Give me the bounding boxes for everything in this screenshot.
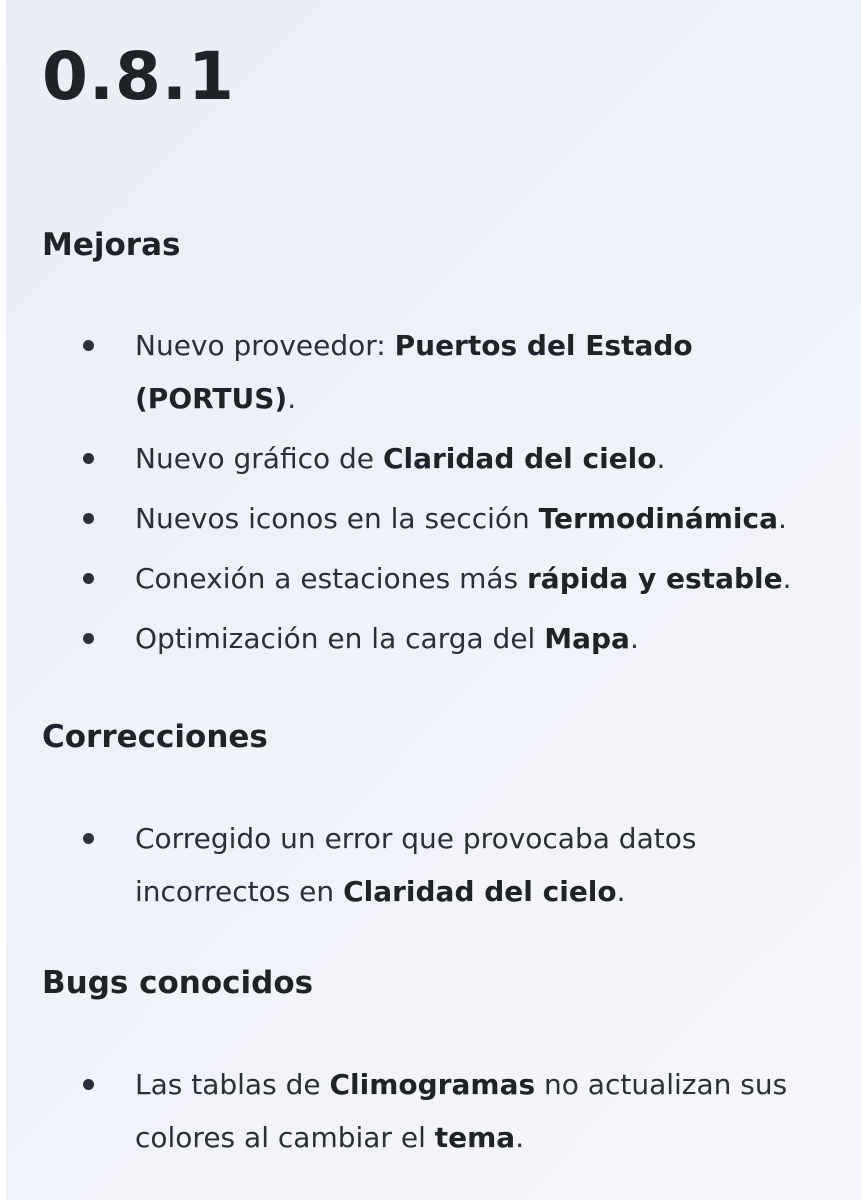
item-text: . [777,502,787,535]
item-bold: rápida y estable [527,562,783,595]
section-title-mejoras: Mejoras [42,227,181,263]
item-text: . [629,622,639,655]
bullet-icon [83,1079,94,1090]
list-item [6,1058,861,1164]
release-notes-card [6,0,861,1200]
bullet-icon [83,513,94,524]
item-text: Nuevo gráfico de [135,442,383,475]
mejoras-list [6,319,861,672]
item-bold: Climogramas [329,1068,536,1101]
item-bold: Termodinámica [538,502,778,535]
item-text: Las tablas de [135,1068,330,1101]
item-text: . [656,442,666,475]
item-bold: Puertos del Estado (PORTUS) [135,329,693,415]
item-text: . [616,875,626,908]
item-bold: tema [434,1121,516,1154]
version-title: 0.8.1 [42,38,235,115]
item-text: . [515,1121,525,1154]
correcciones-list [6,812,861,925]
list-item [6,812,861,918]
list-item [6,492,861,545]
bullet-icon [83,833,94,844]
item-bold: Claridad del cielo [343,875,617,908]
item-text: no actualizan sus colores al cambiar el [135,1068,788,1154]
item-bold: Claridad del cielo [382,442,657,475]
item-text: . [782,562,792,595]
item-text: Conexión a estaciones más [135,562,527,595]
item-text: Optimización en la carga del [135,622,545,655]
list-item [6,432,861,485]
section-title-correcciones: Correcciones [42,719,268,755]
bullet-icon [83,453,94,464]
item-text: Corregido un error que provocaba datos incorrectos en [135,822,697,908]
section-title-bugs: Bugs conocidos [42,965,314,1001]
item-text: Nuevos iconos en la sección [135,502,539,535]
item-text: . [287,382,297,415]
bullet-icon [83,633,94,644]
item-bold: Mapa [544,622,630,655]
bullet-icon [83,340,94,351]
bugs-list [6,1058,861,1171]
list-item [6,552,861,605]
list-item [6,319,861,425]
item-text: Nuevo proveedor: [135,329,395,362]
list-item [6,612,861,665]
bullet-icon [83,573,94,584]
